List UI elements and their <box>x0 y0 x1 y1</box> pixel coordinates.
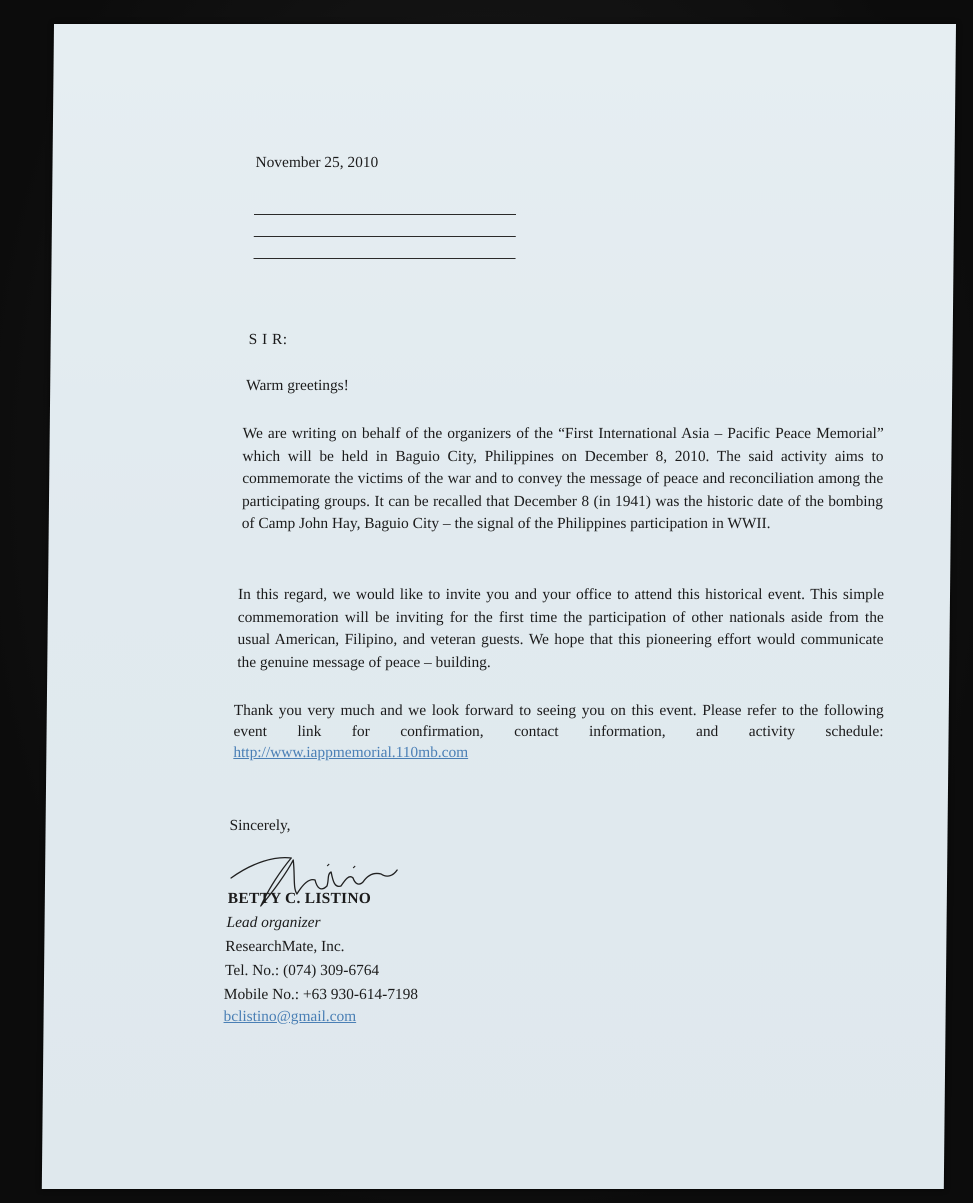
letter-date: November 25, 2010 <box>255 154 379 171</box>
greeting: Warm greetings! <box>246 377 349 394</box>
body-paragraph-3-text: Thank you very much and we look forward to seeing you on this event. Please refer to the following event link for confirmation, contact information, and activity schedule: <box>233 702 884 740</box>
signatory-telephone: Tel. No.: (074) 309-6764 <box>224 962 380 979</box>
body-paragraph-3 <box>233 700 884 763</box>
salutation: S I R: <box>248 331 288 348</box>
letter-page <box>42 24 956 1189</box>
signatory-email-link[interactable]: bclistino@gmail.com <box>223 1008 357 1025</box>
address-blank-line <box>254 258 516 259</box>
signatory-mobile: Mobile No.: +63 930-614-7198 <box>223 986 419 1003</box>
body-paragraph-2: In this regard, we would like to invite you and your office to attend this historical event. This simple commemoration will be inviting for the first time the participation of other nationals aside from the usual American, Filipino, and veteran guests. We hope that this pioneering effort would communicate the genuine message of peace – building. <box>237 586 885 671</box>
signatory-company: ResearchMate, Inc. <box>225 938 345 955</box>
address-blank-line <box>254 214 516 215</box>
body-paragraph-1: We are writing on behalf of the organizers of the “First International Asia – Pacific Peace Memorial” which will be held in Baguio City, Philippines on December 8, 2010. The said activity aims to commemorate the victims of the war and to convey the message of peace and reconciliation among the participating groups. It can be recalled that December 8 (in 1941) was the historic date of the bombing of Camp John Hay, Baguio City – the signal of the Philippines participation in WWII. <box>241 425 884 532</box>
closing: Sincerely, <box>229 817 291 834</box>
signatory-name: BETTY C. LISTINO <box>227 890 372 907</box>
signatory-title: Lead organizer <box>226 914 321 931</box>
address-blank-line <box>254 236 516 237</box>
event-link[interactable]: http://www.iappmemorial.110mb.com <box>233 744 469 761</box>
